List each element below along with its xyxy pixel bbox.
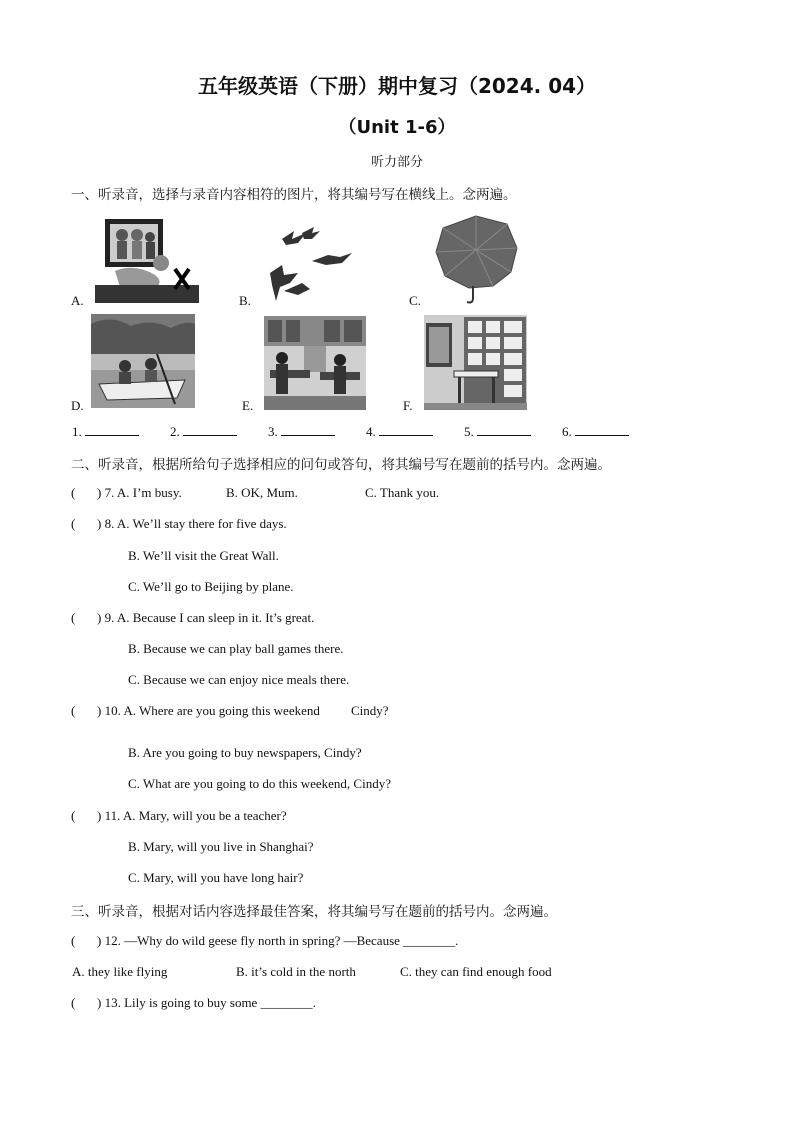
picture-f-study [424,315,527,410]
blank-line [183,424,237,436]
blank-line [281,424,335,436]
blank-line [379,424,433,436]
page-title: 五年级英语（下册）期中复习（2024. 04） [197,74,597,98]
answer-blank-2[interactable] [170,424,237,440]
q10-option-a-name: Cindy? [351,703,389,718]
q13-question: ) 13. Lily is going to buy some ________. [97,995,316,1010]
picture-d-boat [91,314,195,408]
q10-option-c: C. What are you going to do this weekend, Cindy? [128,776,391,791]
label-e: E. [242,398,254,413]
q12-option-b: B. it’s cold in the north [236,964,356,979]
blank-number: 2. [170,424,180,439]
q8-option-b: B. We’ll visit the Great Wall. [128,548,279,563]
q12-option-c: C. they can find enough food [400,964,552,979]
q12-option-a: A. they like flying [72,964,168,979]
answer-blank-6[interactable] [562,424,629,440]
answer-blank-3[interactable] [268,424,335,440]
q10-option-b: B. Are you going to buy newspapers, Cindy? [128,745,362,760]
blank-number: 4. [366,424,376,439]
q10-paren[interactable]: ( [71,703,76,718]
q11-option-b: B. Mary, will you live in Shanghai? [128,839,314,854]
q7-option-c: C. Thank you. [365,485,440,500]
q9-option-b: B. Because we can play ball games there. [128,641,344,656]
q8-paren[interactable]: ( [71,516,76,531]
q12-paren[interactable]: ( [71,933,76,948]
part2-instruction: 二、听录音，根据所给句子选择相应的问句或答句，将其编号写在题前的括号内。念两遍。 [71,457,611,473]
q7-paren[interactable]: ( [71,485,76,500]
q13-paren[interactable]: ( [71,995,76,1010]
label-b: B. [239,293,251,308]
q9-option-c: C. Because we can enjoy nice meals there. [128,672,350,687]
blank-line [575,424,629,436]
q9-option-a: ) 9. A. Because I can sleep in it. It’s great. [97,610,315,625]
picture-b-wild-geese [262,213,362,305]
q12-question: ) 12. —Why do wild geese fly north in spring? —Because ________. [97,933,459,948]
picture-e-classroom [264,316,366,410]
q11-option-a: ) 11. A. Mary, will you be a teacher? [97,808,287,823]
q8-option-a: ) 8. A. We’ll stay there for five days. [97,516,287,531]
blank-number: 6. [562,424,572,439]
q7-option-b: B. OK, Mum. [226,485,298,500]
blank-line [85,424,139,436]
blank-number: 3. [268,424,278,439]
q7-option-a: ) 7. A. I’m busy. [97,485,182,500]
blank-line [477,424,531,436]
blank-number: 1. [72,424,82,439]
answer-blank-5[interactable] [464,424,531,440]
page-subtitle: （Unit 1-6） [338,117,456,138]
answer-blank-1[interactable] [72,424,139,440]
blank-number: 5. [464,424,474,439]
q8-option-c: C. We’ll go to Beijing by plane. [128,579,294,594]
label-c: C. [409,293,421,308]
label-a: A. [71,293,84,308]
section-header: 听力部分 [370,155,423,170]
picture-a-tv [95,213,199,303]
picture-c-umbrella [433,210,519,306]
q10-option-a: ) 10. A. Where are you going this weekend [97,703,320,718]
label-f: F. [403,398,413,413]
part3-instruction: 三、听录音，根据对话内容选择最佳答案，将其编号写在题前的括号内。念两遍。 [71,904,557,920]
answer-blank-4[interactable] [366,424,433,440]
part1-instruction: 一、听录音，选择与录音内容相符的图片，将其编号写在横线上。念两遍。 [71,187,517,203]
q11-paren[interactable]: ( [71,808,76,823]
label-d: D. [71,398,84,413]
q11-option-c: C. Mary, will you have long hair? [128,870,304,885]
q9-paren[interactable]: ( [71,610,76,625]
